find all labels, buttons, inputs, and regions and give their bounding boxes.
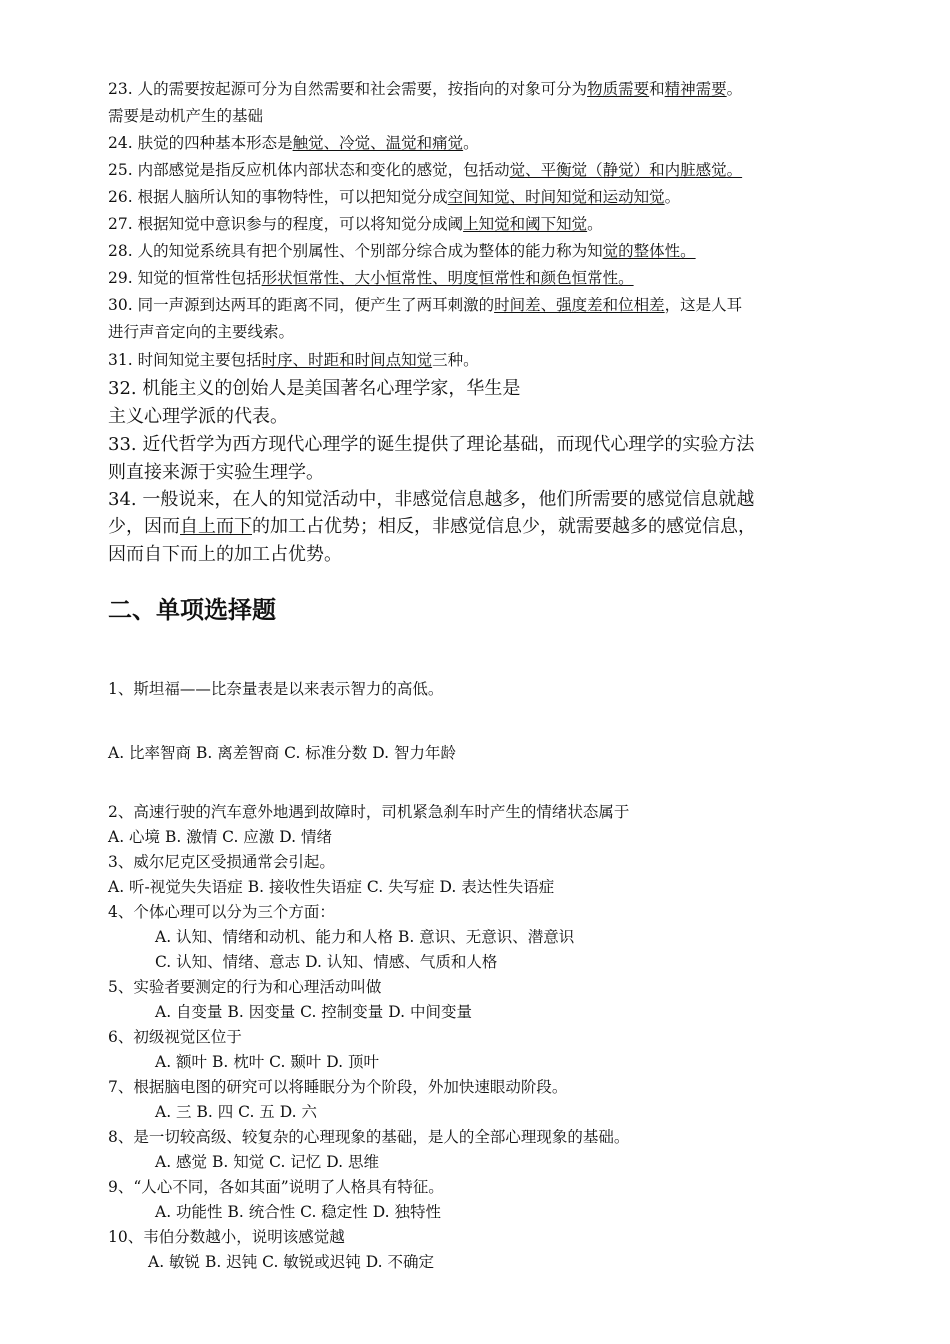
mc-question-4: 4、个体心理可以分为三个方面：	[108, 903, 335, 921]
question-34: 34. 一般说来，在人的知觉活动中，非感觉信息越多，他们所需要的感觉信息就越	[108, 489, 755, 510]
answer-blank: 空间知觉、时间知觉和运动知觉	[447, 188, 665, 206]
question-30: 30. 同一声源到达两耳的距离不同，便产生了两耳刺激的时间差、强度差和位相差，这是人耳	[108, 296, 743, 314]
question-27: 27. 根据知觉中意识参与的程度，可以将知觉分成阈上知觉和阈下知觉。	[108, 215, 603, 233]
question-32-continued: 主义心理学派的代表。	[108, 406, 288, 427]
question-23-continued: 需要是动机产生的基础	[108, 107, 264, 125]
mc-options-6: A. 额叶 B. 枕叶 C. 颞叶 D. 顶叶	[155, 1053, 379, 1071]
mc-options-9: A. 功能性 B. 统合性 C. 稳定性 D. 独特性	[155, 1203, 441, 1221]
answer-blank: 觉的整体性。	[602, 242, 696, 260]
answer-blank: 物质需要	[587, 80, 650, 98]
mc-question-9: 9、“人心不同，各如其面”说明了人格具有特征。	[108, 1178, 444, 1196]
question-26: 26. 根据人脑所认知的事物特性，可以把知觉分成空间知觉、时间知觉和运动知觉。	[108, 188, 681, 206]
mc-options-8: A. 感觉 B. 知觉 C. 记忆 D. 思维	[155, 1153, 379, 1171]
mc-options-4b: C. 认知、情绪、意志 D. 认知、情感、气质和人格	[155, 953, 498, 971]
answer-blank: 精神需要	[664, 80, 727, 98]
question-23: 23. 人的需要按起源可分为自然需要和社会需要，按指向的对象可分为物质需要和精神需要。	[108, 80, 743, 98]
answer-blank: 上知觉和阈下知觉	[463, 215, 588, 233]
mc-question-2: 2、高速行驶的汽车意外地遇到故障时，司机紧急刹车时产生的情绪状态属于	[108, 803, 630, 821]
question-25: 25. 内部感觉是指反应机体内部状态和变化的感觉，包括动觉、平衡觉（静觉）和内脏感觉。	[108, 161, 743, 179]
mc-question-6: 6、初级视觉区位于	[108, 1028, 242, 1046]
question-24: 24. 肤觉的四种基本形态是触觉、冷觉、温觉和痛觉。	[108, 134, 479, 152]
question-32: 32. 机能主义的创始人是美国著名心理学家，华生是	[108, 378, 521, 399]
question-30-continued: 进行声音定向的主要线索。	[108, 323, 295, 341]
mc-question-10: 10、韦伯分数越小，说明该感觉越	[108, 1228, 345, 1246]
question-33: 33. 近代哲学为西方现代心理学的诞生提供了理论基础，而现代心理学的实验方法	[108, 434, 755, 455]
question-34-continued: 少，因而自上而下的加工占优势；相反，非感觉信息少，就需要越多的感觉信息，	[108, 516, 756, 537]
question-28: 28. 人的知觉系统具有把个别属性、个别部分综合成为整体的能力称为知觉的整体性。	[108, 242, 696, 260]
answer-blank: 时间差、强度差和位相差	[494, 296, 665, 314]
mc-options-10: A. 敏锐 B. 迟钝 C. 敏锐或迟钝 D. 不确定	[148, 1253, 434, 1271]
question-33-continued: 则直接来源于实验生理学。	[108, 462, 324, 483]
mc-question-8: 8、是一切较高级、较复杂的心理现象的基础，是人的全部心理现象的基础。	[108, 1128, 630, 1146]
mc-options-4a: A. 认知、情绪和动机、能力和人格 B. 意识、无意识、潜意识	[155, 928, 575, 946]
mc-question-7: 7、根据脑电图的研究可以将睡眠分为个阶段，外加快速眼动阶段。	[108, 1078, 568, 1096]
answer-blank: 觉、平衡觉（静觉）和内脏感觉。	[509, 161, 743, 179]
mc-options-2: A. 心境 B. 激情 C. 应激 D. 情绪	[108, 828, 332, 846]
question-31: 31. 时间知觉主要包括时序、时距和时间点知觉三种。	[108, 351, 479, 369]
mc-question-3: 3、威尔尼克区受损通常会引起。	[108, 853, 335, 871]
answer-blank: 形状恒常性、大小恒常性、明度恒常性和颜色恒常性。	[261, 269, 634, 287]
mc-question-5: 5、实验者要测定的行为和心理活动叫做	[108, 978, 382, 996]
question-29: 29. 知觉的恒常性包括形状恒常性、大小恒常性、明度恒常性和颜色恒常性。	[108, 269, 634, 287]
section-heading: 二、单项选择题	[108, 596, 276, 624]
mc-options-1: A. 比率智商 B. 离差智商 C. 标准分数 D. 智力年龄	[108, 744, 456, 762]
mc-options-3: A. 听-视觉失失语症 B. 接收性失语症 C. 失写症 D. 表达性失语症	[108, 878, 555, 896]
answer-blank: 触觉、冷觉、温觉和痛觉	[292, 134, 464, 152]
answer-blank: 自上而下	[180, 516, 252, 537]
question-34-continued-2: 因而自下而上的加工占优势。	[108, 544, 342, 565]
mc-options-7: A. 三 B. 四 C. 五 D. 六	[155, 1103, 317, 1121]
mc-question-1: 1、斯坦福——比奈量表是以来表示智力的高低。	[108, 680, 444, 698]
mc-options-5: A. 自变量 B. 因变量 C. 控制变量 D. 中间变量	[155, 1003, 472, 1021]
answer-blank: 时序、时距和时间点知觉	[261, 351, 433, 369]
